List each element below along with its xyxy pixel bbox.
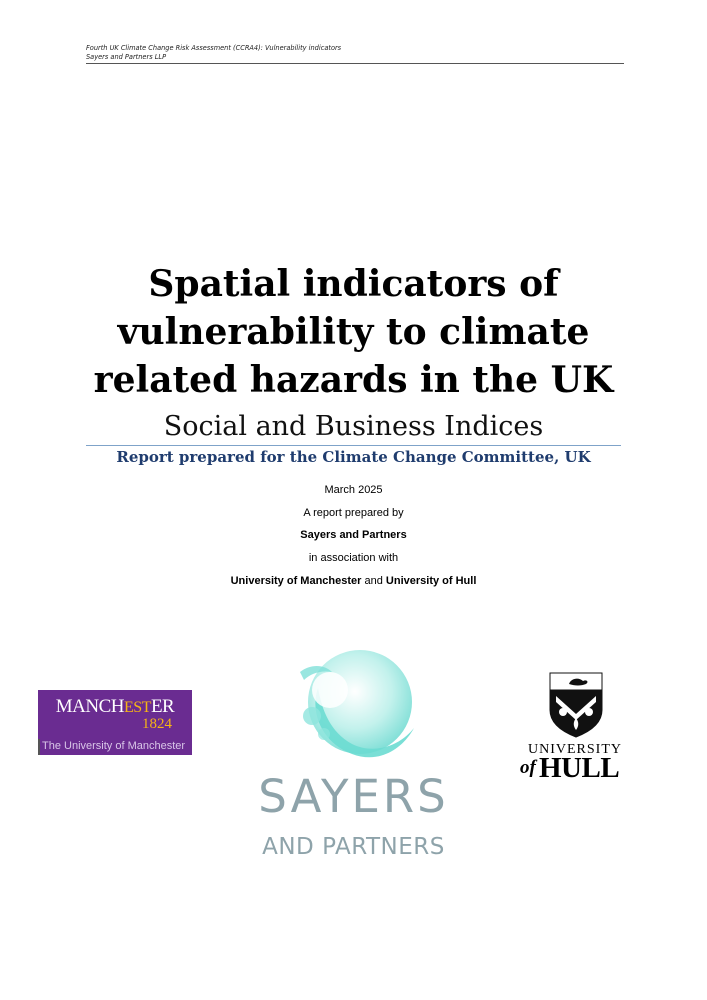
manchester-wordmark: MANCHESTER	[55, 696, 175, 717]
header-line-2: Sayers and Partners LLP	[86, 53, 167, 61]
manchester-subtitle: The University of Manchester	[42, 740, 186, 752]
report-title	[60, 260, 647, 404]
title-divider	[86, 445, 621, 446]
partners-and: and	[364, 575, 383, 587]
sayers-wordmark: SAYERS	[258, 770, 449, 823]
association-text: in association with	[308, 552, 399, 564]
prepared-by-text: A report prepared by	[303, 507, 404, 519]
hull-shield-icon	[549, 672, 603, 738]
manchester-subtitle-strip	[38, 739, 192, 755]
partners-line	[60, 575, 647, 587]
title-line-2: vulnerability to climate	[117, 311, 590, 353]
title-line-1: Spatial indicators of	[148, 263, 559, 305]
running-header	[86, 44, 624, 62]
manchester-year: 1824	[142, 716, 172, 732]
header-line-1: Fourth UK Climate Change Risk Assessment (CCRA4): Vulnerability indicators	[86, 44, 342, 52]
title-line-3: related hazards in the UK	[93, 359, 614, 401]
header-divider	[86, 63, 624, 64]
prepared-for-line: Report prepared for the Climate Change Committee, UK	[116, 448, 591, 466]
sayers-wave-icon	[290, 650, 420, 768]
author-name: Sayers and Partners	[300, 529, 407, 541]
hull-university-text: UNIVERSITY	[528, 742, 622, 757]
report-date: March 2025	[324, 484, 383, 496]
hull-wordmark: HULL	[539, 752, 620, 784]
hull-of-text: of	[520, 757, 536, 778]
manchester-logo	[38, 690, 192, 739]
partner-hull: University of Hull	[385, 575, 477, 587]
sayers-subtitle: AND PARTNERS	[262, 834, 445, 860]
partner-manchester: University of Manchester	[230, 575, 362, 587]
report-subtitle: Social and Business Indices	[163, 411, 544, 442]
